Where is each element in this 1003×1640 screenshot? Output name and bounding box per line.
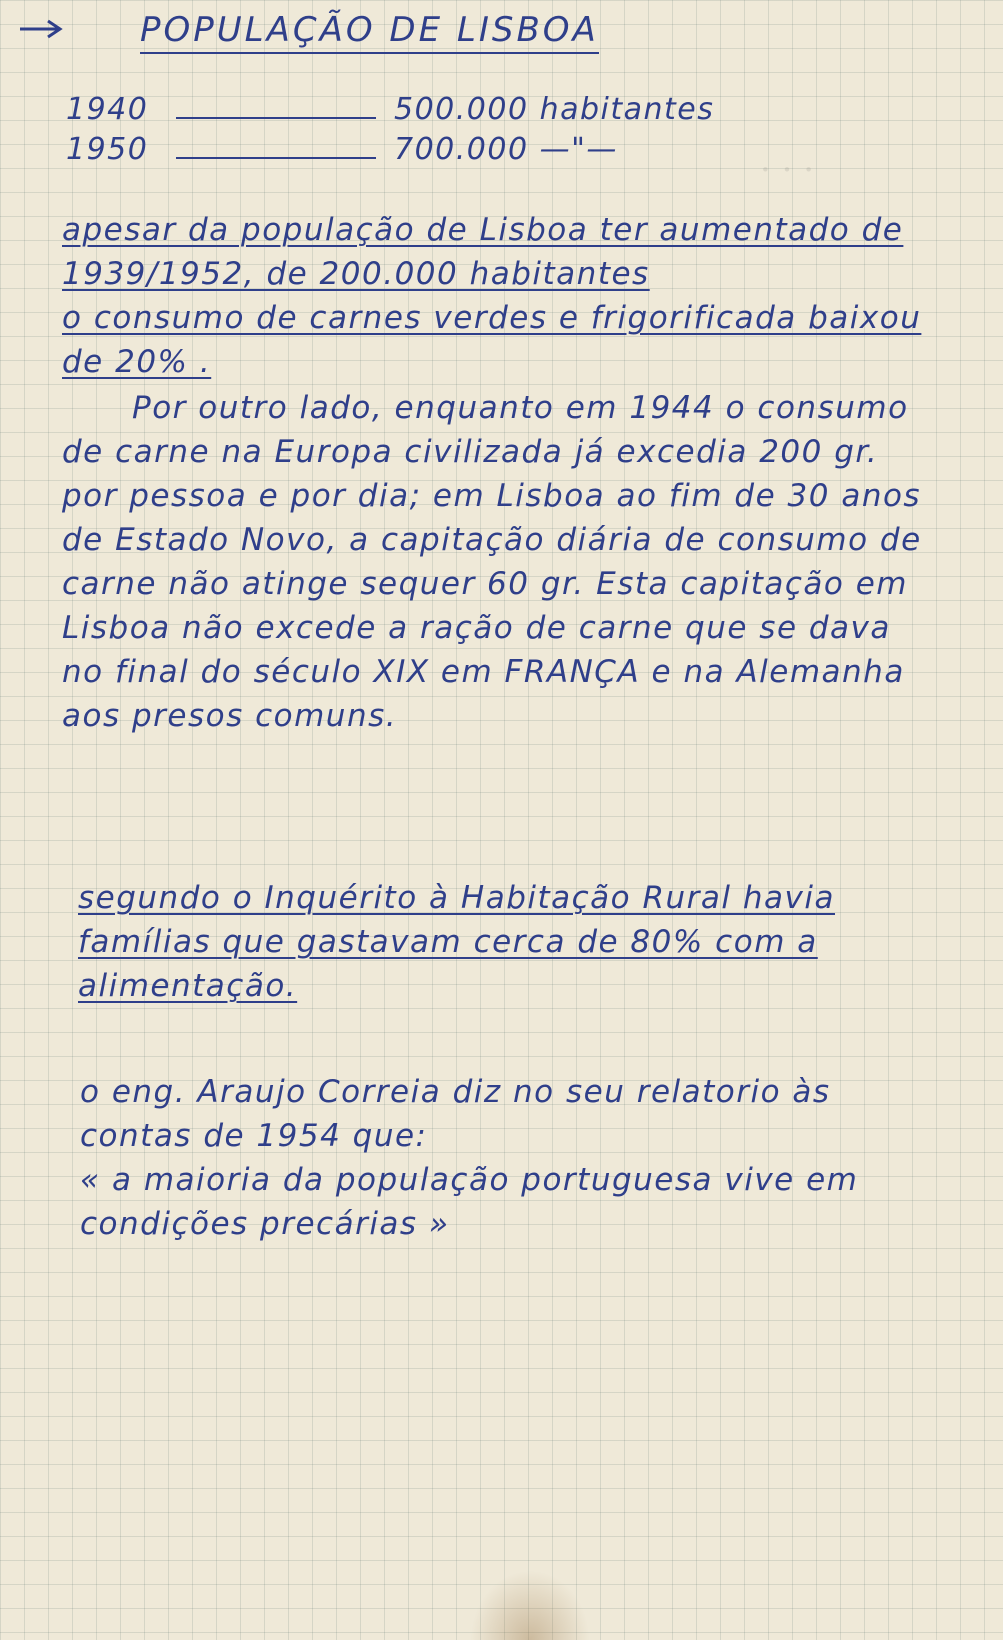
population-year: 1950 xyxy=(66,132,149,167)
population-value: 700.000 —"— xyxy=(394,132,618,167)
population-value: 500.000 habitantes xyxy=(394,92,715,127)
population-year: 1940 xyxy=(66,92,149,127)
paper-stain xyxy=(470,1570,590,1640)
population-row-1940 xyxy=(66,92,714,129)
paragraph-rural-inquiry: segundo o Inquérito à Habitação Rural havia famílias que gastavam cerca de 80% com a alimentação. xyxy=(78,880,835,1004)
paragraph-meat-comparison: Por outro lado, enquanto em 1944 o consumo de carne na Europa civilizada já excedia 200 gr. por pessoa e por dia; em Lisboa ao fim de 30 anos de Estado Novo, a capitação diária de consumo de carne não atinge sequer 60 gr. Esta capitação em Lisboa não excede a ração de carne que se dava no final do século XIX em FRANÇA e na Alemanha aos presos comuns. xyxy=(62,390,922,734)
population-row-1950 xyxy=(66,132,618,169)
dash-line xyxy=(176,117,376,119)
page-title: POPULAÇÃO DE LISBOA xyxy=(140,10,599,54)
paragraph-consumption-drop: apesar da população de Lisboa ter aumentado de 1939/1952, de 200.000 habitantes o consumo de carnes verdes e frigorificada baixou de 20% . xyxy=(62,212,922,380)
arrow-icon xyxy=(14,14,68,44)
paragraph-araujo-correia: o eng. Araujo Correia diz no seu relatorio às contas de 1954 que: « a maioria da população portuguesa vive em condições precárias » xyxy=(80,1074,859,1242)
bleed-through-grid-writing: · · · xyxy=(760,150,815,190)
dash-line xyxy=(176,157,376,159)
